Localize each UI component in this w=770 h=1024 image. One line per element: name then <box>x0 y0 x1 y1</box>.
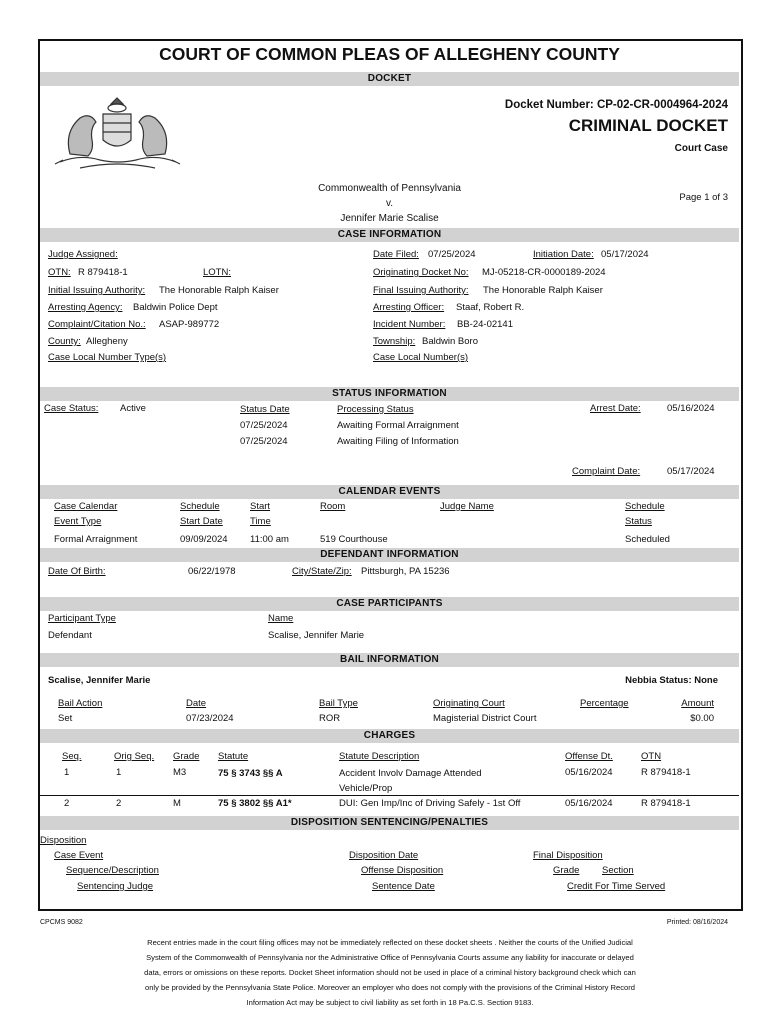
originating-docket: MJ-05218-CR-0000189-2024 <box>482 267 606 278</box>
sentencing-judge-label: Sentencing Judge <box>77 881 154 892</box>
sequence-description-label: Sequence/Description <box>66 865 159 876</box>
status-row-date: 07/25/2024 <box>240 436 288 447</box>
county: Allegheny <box>86 336 128 347</box>
section-label: Section <box>602 865 634 876</box>
status-date-label: Status Date <box>240 404 290 415</box>
lotn-label: LOTN: <box>203 267 231 278</box>
calendar-status-header: Schedule <box>625 501 665 512</box>
initiation-date: 05/17/2024 <box>601 249 649 260</box>
docket-type: CRIMINAL DOCKET <box>568 116 728 135</box>
charge-seq: 1 <box>64 767 70 778</box>
bail-information-bar: BAIL INFORMATION <box>40 653 739 667</box>
city: Pittsburgh, PA 15236 <box>361 566 450 577</box>
disposition-bar: DISPOSITION SENTENCING/PENALTIES <box>40 816 739 830</box>
incident-number: BB-24-02141 <box>457 319 513 330</box>
court-case-label: Court Case <box>674 143 728 154</box>
charge-orig: 2 <box>116 798 122 809</box>
bail-court-header: Originating Court <box>433 698 505 709</box>
charge-grade-header: Grade <box>173 751 200 762</box>
bail-court: Magisterial District Court <box>433 713 537 724</box>
charge-offense-header: Offense Dt. <box>565 751 613 762</box>
status-information-bar: STATUS INFORMATION <box>40 387 739 401</box>
caption-line-3: Jennifer Marie Scalise <box>340 213 439 224</box>
calendar-time-header: Start <box>250 501 271 512</box>
participant-type: Defendant <box>48 630 92 641</box>
charge-grade: M <box>173 798 181 809</box>
bail-amount: $0.00 <box>690 713 714 724</box>
bail-action: Set <box>58 713 73 724</box>
charge-seq-header: Seq. <box>62 751 82 762</box>
final-authority: The Honorable Ralph Kaiser <box>483 285 603 296</box>
incident-number-label: Incident Number: <box>373 319 446 330</box>
charge-desc: DUI: Gen Imp/Inc of Driving Safely - 1st Off <box>339 798 521 809</box>
caption-line-1: Commonwealth of Pennsylvania <box>318 183 461 194</box>
charge-otn: R 879418-1 <box>641 767 691 778</box>
charge-otn-header: OTN <box>641 751 662 762</box>
initial-authority: The Honorable Ralph Kaiser <box>159 285 279 296</box>
charge-desc-cont: Vehicle/Prop <box>339 783 393 794</box>
complaint-number: ASAP-989772 <box>159 319 220 330</box>
case-event-label: Case Event <box>54 850 104 861</box>
charge-offense-date: 05/16/2024 <box>565 798 613 809</box>
caption-line-2: v. <box>385 198 394 209</box>
charge-desc-header: Statute Description <box>339 751 420 762</box>
docket-number: Docket Number: CP-02-CR-0004964-2024 <box>504 99 728 111</box>
calendar-time: 11:00 am <box>250 534 289 545</box>
charge-statute: 75 § 3802 §§ A1* <box>218 798 292 809</box>
bail-date-header: Date <box>186 698 207 709</box>
case-participants-bar: CASE PARTICIPANTS <box>40 597 739 611</box>
initial-authority-label: Initial Issuing Authority: <box>48 285 146 296</box>
calendar-judge-header: Judge Name <box>440 501 494 512</box>
final-authority-label: Final Issuing Authority: <box>373 285 469 296</box>
bail-percentage-header: Percentage <box>580 698 629 709</box>
disposition-label: Disposition <box>40 835 87 846</box>
charge-grade: M3 <box>173 767 187 778</box>
case-status-label: Case Status: <box>44 403 99 414</box>
charge-statute-header: Statute <box>218 751 249 762</box>
calendar-date-header: Schedule <box>180 501 220 512</box>
participant-type-label: Participant Type <box>48 613 116 624</box>
charges-divider <box>40 795 739 796</box>
printed-date: Printed: 08/16/2024 <box>666 919 728 926</box>
credit-time-served-label: Credit For Time Served <box>567 881 666 892</box>
calendar-event: Formal Arraignment <box>54 534 138 545</box>
participant-name: Scalise, Jennifer Marie <box>268 630 365 641</box>
bail-action-header: Bail Action <box>58 698 103 709</box>
grade-label: Grade <box>553 865 580 876</box>
disclaimer-line: Information Act may be subject to civil liability as set forth in 18 Pa.C.S. Section 9183. <box>246 998 534 1007</box>
disclaimer-line: System of the Commonwealth of Pennsylvania nor the Administrative Office of Pennsylvania Courts assume any liability for inaccurate or delayed <box>146 953 634 962</box>
county-label: County: <box>48 336 81 347</box>
arresting-officer: Staaf, Robert R. <box>456 302 525 313</box>
calendar-date: 09/09/2024 <box>180 534 228 545</box>
complaint-number-label: Complaint/Citation No.: <box>48 319 146 330</box>
city-label: City/State/Zip: <box>292 566 352 577</box>
bail-type-header: Bail Type <box>319 698 358 709</box>
bail-type: ROR <box>319 713 341 724</box>
case-status: Active <box>120 403 146 414</box>
initiation-date-label: Initiation Date: <box>533 249 594 260</box>
calendar-status: Scheduled <box>625 534 670 545</box>
otn-label: OTN: <box>48 267 71 278</box>
court-title: COURT OF COMMON PLEAS OF ALLEGHENY COUNTY <box>159 44 620 64</box>
charge-statute: 75 § 3743 §§ A <box>218 768 283 779</box>
charge-otn: R 879418-1 <box>641 798 691 809</box>
charge-orig: 1 <box>116 767 122 778</box>
page-number: Page 1 of 3 <box>679 192 728 203</box>
bail-date: 07/23/2024 <box>186 713 234 724</box>
township-label: Township: <box>373 336 416 347</box>
calendar-events-bar: CALENDAR EVENTS <box>40 485 739 499</box>
calendar-room-header: Room <box>320 501 346 512</box>
disclaimer-line: data, errors or omissions on these reports. Docket Sheet information should not be used in place of a criminal history background check which can <box>144 968 636 977</box>
offense-disposition-label: Offense Disposition <box>361 865 444 876</box>
status-row-status: Awaiting Formal Arraignment <box>337 420 459 431</box>
bail-amount-header: Amount <box>681 698 714 709</box>
bail-person: Scalise, Jennifer Marie <box>48 675 151 686</box>
calendar-status-header: Status <box>625 516 652 527</box>
calendar-room: 519 Courthouse <box>320 534 388 545</box>
dob: 06/22/1978 <box>188 566 236 577</box>
disposition-date-label: Disposition Date <box>349 850 419 861</box>
calendar-date-header: Start Date <box>180 516 223 527</box>
complaint-date: 05/17/2024 <box>667 466 715 477</box>
charge-seq: 2 <box>64 798 70 809</box>
case-information-bar: CASE INFORMATION <box>40 228 739 242</box>
arrest-date-label: Arrest Date: <box>590 403 641 414</box>
date-filed: 07/25/2024 <box>428 249 476 260</box>
date-filed-label: Date Filed: <box>373 249 419 260</box>
status-row-status: Awaiting Filing of Information <box>337 436 459 447</box>
otn-value: R 879418-1 <box>78 267 128 278</box>
disclaimer-line: only be provided by the Pennsylvania State Police. Moreover an employer who does not comply with the provisions of the Criminal History Record <box>144 983 636 992</box>
arresting-agency-label: Arresting Agency: <box>48 302 123 313</box>
complaint-date-label: Complaint Date: <box>572 466 641 477</box>
calendar-time-header: Time <box>250 516 271 527</box>
processing-status-label: Processing Status <box>337 404 414 415</box>
charges-bar: CHARGES <box>40 729 739 743</box>
calendar-event-header: Event Type <box>54 516 102 527</box>
form-id: CPCMS 9082 <box>40 919 83 926</box>
sentence-date-label: Sentence Date <box>372 881 435 892</box>
final-disposition-label: Final Disposition <box>533 850 603 861</box>
case-local-numbers-label: Case Local Number(s) <box>373 352 469 363</box>
township: Baldwin Boro <box>422 336 478 347</box>
disclaimer-line: Recent entries made in the court filing offices may not be immediately reflected on these docket sheets . Neither the courts of the Unified Judicial <box>147 938 633 947</box>
nebbia-status: Nebbia Status: None <box>625 675 718 686</box>
case-local-type-label: Case Local Number Type(s) <box>48 352 167 363</box>
calendar-event-header: Case Calendar <box>54 501 118 512</box>
dob-label: Date Of Birth: <box>48 566 106 577</box>
arresting-officer-label: Arresting Officer: <box>373 302 445 313</box>
judge-assigned-label: Judge Assigned: <box>48 249 118 260</box>
docket-bar: DOCKET <box>40 72 739 86</box>
arrest-date: 05/16/2024 <box>667 403 715 414</box>
charge-offense-date: 05/16/2024 <box>565 767 613 778</box>
pennsylvania-seal-icon <box>50 92 185 172</box>
charge-orig-header: Orig Seq. <box>114 751 155 762</box>
arresting-agency: Baldwin Police Dept <box>133 302 218 313</box>
status-row-date: 07/25/2024 <box>240 420 288 431</box>
defendant-information-bar: DEFENDANT INFORMATION <box>40 548 739 562</box>
charge-desc: Accident Involv Damage Attended <box>339 768 482 779</box>
participant-name-label: Name <box>268 613 294 624</box>
originating-docket-label: Originating Docket No: <box>373 267 469 278</box>
